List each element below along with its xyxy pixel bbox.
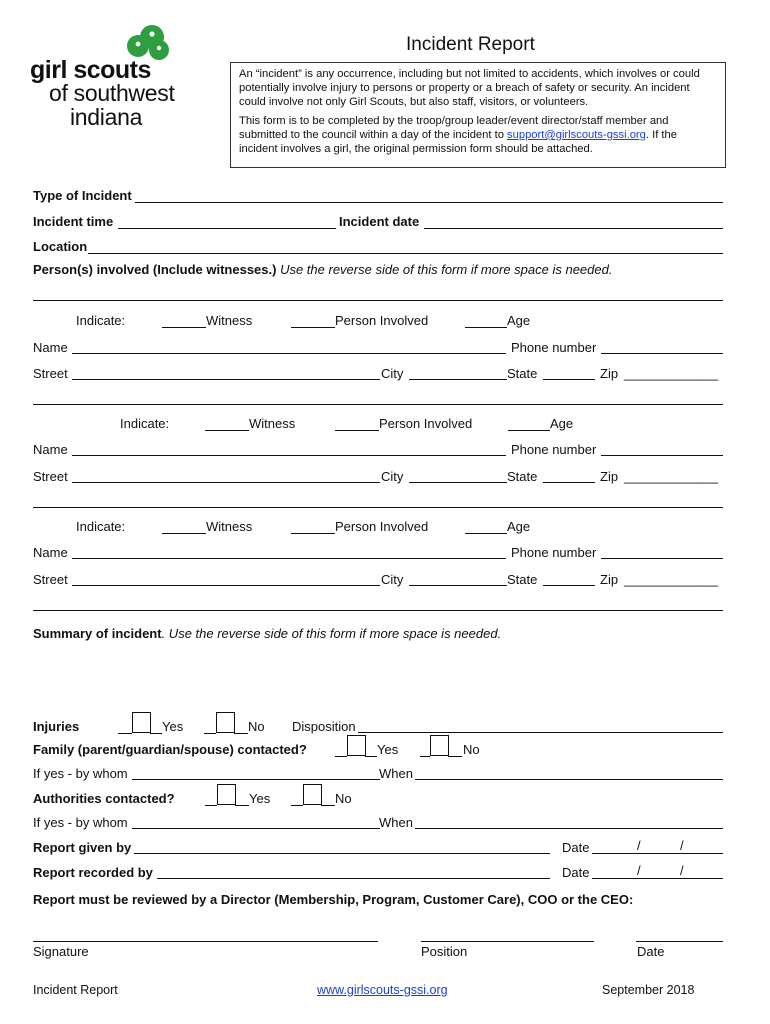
age-label: Age xyxy=(507,519,531,534)
type-of-incident-label: Type of Incident xyxy=(33,188,132,203)
zip-label: Zip xyxy=(600,469,619,484)
witness-label: Witness xyxy=(206,519,253,534)
street-label: Street xyxy=(33,572,68,587)
city-label: City xyxy=(381,469,404,484)
report-recorded-by-label: Report recorded by xyxy=(33,865,153,880)
injuries-no-underline xyxy=(204,733,216,734)
date-slash: / xyxy=(637,838,641,853)
report-given-date-label: Date xyxy=(562,840,590,855)
injuries-no-label: No xyxy=(248,719,265,734)
type-of-incident-field[interactable] xyxy=(135,202,723,203)
city-field[interactable] xyxy=(409,585,507,586)
state-field[interactable] xyxy=(543,482,595,483)
person-involved-blank[interactable] xyxy=(335,430,379,431)
city-field[interactable] xyxy=(409,379,507,380)
authorities-no-checkbox[interactable] xyxy=(303,784,322,805)
person-involved-blank[interactable] xyxy=(291,327,335,328)
name-label: Name xyxy=(33,545,68,560)
family-if-yes-label: If yes - by whom xyxy=(33,766,128,781)
city-label: City xyxy=(381,572,404,587)
girl-scouts-logo xyxy=(30,24,190,134)
family-yes-label: Yes xyxy=(377,742,399,757)
incident-date-field[interactable] xyxy=(424,228,723,229)
family-no-underline xyxy=(420,756,430,757)
indicate-label: Indicate: xyxy=(76,519,126,534)
injuries-yes-label: Yes xyxy=(162,719,184,734)
injuries-label: Injuries xyxy=(33,719,80,734)
logo-line-1: girl scouts xyxy=(30,56,151,84)
person-involved-blank[interactable] xyxy=(291,533,335,534)
report-recorded-by-field[interactable] xyxy=(157,878,550,879)
disposition-field[interactable] xyxy=(358,732,723,733)
name-label: Name xyxy=(33,340,68,355)
family-when-label: When xyxy=(379,766,413,781)
family-when-field[interactable] xyxy=(415,779,723,780)
witness-blank[interactable] xyxy=(162,533,206,534)
family-no-label: No xyxy=(463,742,480,757)
section-divider xyxy=(33,300,723,301)
signature-line[interactable] xyxy=(33,941,378,942)
state-field[interactable] xyxy=(543,379,595,380)
family-no-underline xyxy=(448,756,462,757)
support-email-link[interactable]: support@girlscouts-gssi.org xyxy=(507,129,646,141)
age-blank[interactable] xyxy=(465,327,507,328)
person-involved-label: Person Involved xyxy=(335,313,429,328)
age-blank[interactable] xyxy=(465,533,507,534)
name-field[interactable] xyxy=(72,455,506,456)
report-given-by-field[interactable] xyxy=(134,853,550,854)
signature-label: Signature xyxy=(33,944,89,959)
state-field[interactable] xyxy=(543,585,595,586)
name-field[interactable] xyxy=(72,558,506,559)
persons-involved-heading xyxy=(33,262,612,277)
intro-text: An “incident” is any occurrence, including but not limited to accidents, which involves or could potentially involve injury to persons or property or a breach of safety or security. An incident could involve not only Girl Scouts, but also staff, visitors, or volunteers. xyxy=(239,68,700,108)
authorities-by-whom-field[interactable] xyxy=(132,828,380,829)
state-label: State xyxy=(507,366,538,381)
authorities-no-underline xyxy=(321,805,335,806)
witness-label: Witness xyxy=(249,416,296,431)
zip-label: Zip xyxy=(600,572,619,587)
witness-blank[interactable] xyxy=(205,430,249,431)
persons-involved-label: Person(s) involved (Include witnesses.) xyxy=(33,262,277,277)
phone-label: Phone number xyxy=(511,442,597,457)
authorities-when-label: When xyxy=(379,815,413,830)
street-label: Street xyxy=(33,366,68,381)
authorities-yes-label: Yes xyxy=(249,791,271,806)
page-title: Incident Report xyxy=(406,34,535,55)
phone-field[interactable] xyxy=(601,455,723,456)
info-box xyxy=(230,62,726,168)
incident-time-label: Incident time xyxy=(33,214,114,229)
family-contacted-label: Family (parent/guardian/spouse) contacted? xyxy=(33,742,307,757)
footer-date: September 2018 xyxy=(602,983,695,997)
street-field[interactable] xyxy=(72,379,380,380)
witness-label: Witness xyxy=(206,313,253,328)
family-yes-checkbox[interactable] xyxy=(347,735,366,756)
street-label: Street xyxy=(33,469,68,484)
instructions-pre: This form is to be completed by the troop/group leader/event director/staff member and submitted to the council within a day of the incident to xyxy=(239,115,669,141)
authorities-if-yes-label: If yes - by whom xyxy=(33,815,128,830)
city-field[interactable] xyxy=(409,482,507,483)
indicate-label: Indicate: xyxy=(76,313,126,328)
location-field[interactable] xyxy=(88,253,723,254)
instructions-post: . If the incident involves a girl, the original permission form should be attached. xyxy=(239,129,677,155)
city-label: City xyxy=(381,366,404,381)
injuries-yes-underline xyxy=(150,733,162,734)
age-blank[interactable] xyxy=(508,430,550,431)
age-label: Age xyxy=(550,416,574,431)
date-slash: / xyxy=(680,838,684,853)
injuries-no-underline xyxy=(234,733,248,734)
date-slash: / xyxy=(680,863,684,878)
section-divider xyxy=(33,507,723,508)
section-divider xyxy=(33,610,723,611)
authorities-when-field[interactable] xyxy=(415,828,723,829)
injuries-yes-checkbox[interactable] xyxy=(132,712,151,733)
location-label: Location xyxy=(33,239,88,254)
disposition-label: Disposition xyxy=(292,719,356,734)
zip-field[interactable]: _____________ xyxy=(624,572,718,587)
name-label: Name xyxy=(33,442,68,457)
person-involved-label: Person Involved xyxy=(379,416,473,431)
position-label: Position xyxy=(421,944,468,959)
injuries-no-checkbox[interactable] xyxy=(216,712,235,733)
phone-field[interactable] xyxy=(601,558,723,559)
state-label: State xyxy=(507,469,538,484)
report-recorded-date-label: Date xyxy=(562,865,590,880)
summary-note: . Use the reverse side of this form if more space is needed. xyxy=(161,626,502,641)
street-field[interactable] xyxy=(72,585,380,586)
authorities-no-label: No xyxy=(335,791,352,806)
summary-label: Summary of incident xyxy=(33,626,162,641)
position-line[interactable] xyxy=(421,941,594,942)
report-recorded-date-field[interactable] xyxy=(592,878,723,879)
incident-date-label: Incident date xyxy=(339,214,420,229)
indicate-label: Indicate: xyxy=(120,416,170,431)
authorities-yes-checkbox[interactable] xyxy=(217,784,236,805)
footer-title: Incident Report xyxy=(33,983,118,997)
phone-field[interactable] xyxy=(601,353,723,354)
report-given-date-field[interactable] xyxy=(592,853,723,854)
family-yes-underline xyxy=(365,756,377,757)
instructions-text xyxy=(239,114,717,156)
name-field[interactable] xyxy=(72,353,506,354)
family-no-checkbox[interactable] xyxy=(430,735,449,756)
footer-website-link[interactable]: www.girlscouts-gssi.org xyxy=(317,983,448,997)
review-requirement: Report must be reviewed by a Director (Membership, Program, Customer Care), COO or the CEO: xyxy=(33,892,634,907)
persons-involved-note: Use the reverse side of this form if more space is needed. xyxy=(280,262,613,277)
state-label: State xyxy=(507,572,538,587)
authorities-contacted-label: Authorities contacted? xyxy=(33,791,175,806)
authorities-yes-underline xyxy=(235,805,249,806)
logo-line-3: indiana xyxy=(70,104,143,130)
report-given-by-label: Report given by xyxy=(33,840,132,855)
authorities-no-underline xyxy=(291,805,303,806)
signature-date-label: Date xyxy=(637,944,665,959)
injuries-yes-underline xyxy=(118,733,132,734)
age-label: Age xyxy=(507,313,531,328)
signature-date-line[interactable] xyxy=(636,941,723,942)
phone-label: Phone number xyxy=(511,545,597,560)
family-by-whom-field[interactable] xyxy=(132,779,380,780)
logo-line-2: of southwest xyxy=(49,80,175,106)
zip-label: Zip xyxy=(600,366,619,381)
phone-label: Phone number xyxy=(511,340,597,355)
summary-heading xyxy=(33,626,501,641)
zip-field[interactable]: _____________ xyxy=(624,469,718,484)
witness-blank[interactable] xyxy=(162,327,206,328)
street-field[interactable] xyxy=(72,482,380,483)
authorities-yes-underline xyxy=(205,805,217,806)
person-involved-label: Person Involved xyxy=(335,519,429,534)
family-yes-underline xyxy=(335,756,347,757)
date-slash: / xyxy=(637,863,641,878)
incident-time-field[interactable] xyxy=(118,228,336,229)
zip-field[interactable]: _____________ xyxy=(624,366,718,381)
section-divider xyxy=(33,404,723,405)
